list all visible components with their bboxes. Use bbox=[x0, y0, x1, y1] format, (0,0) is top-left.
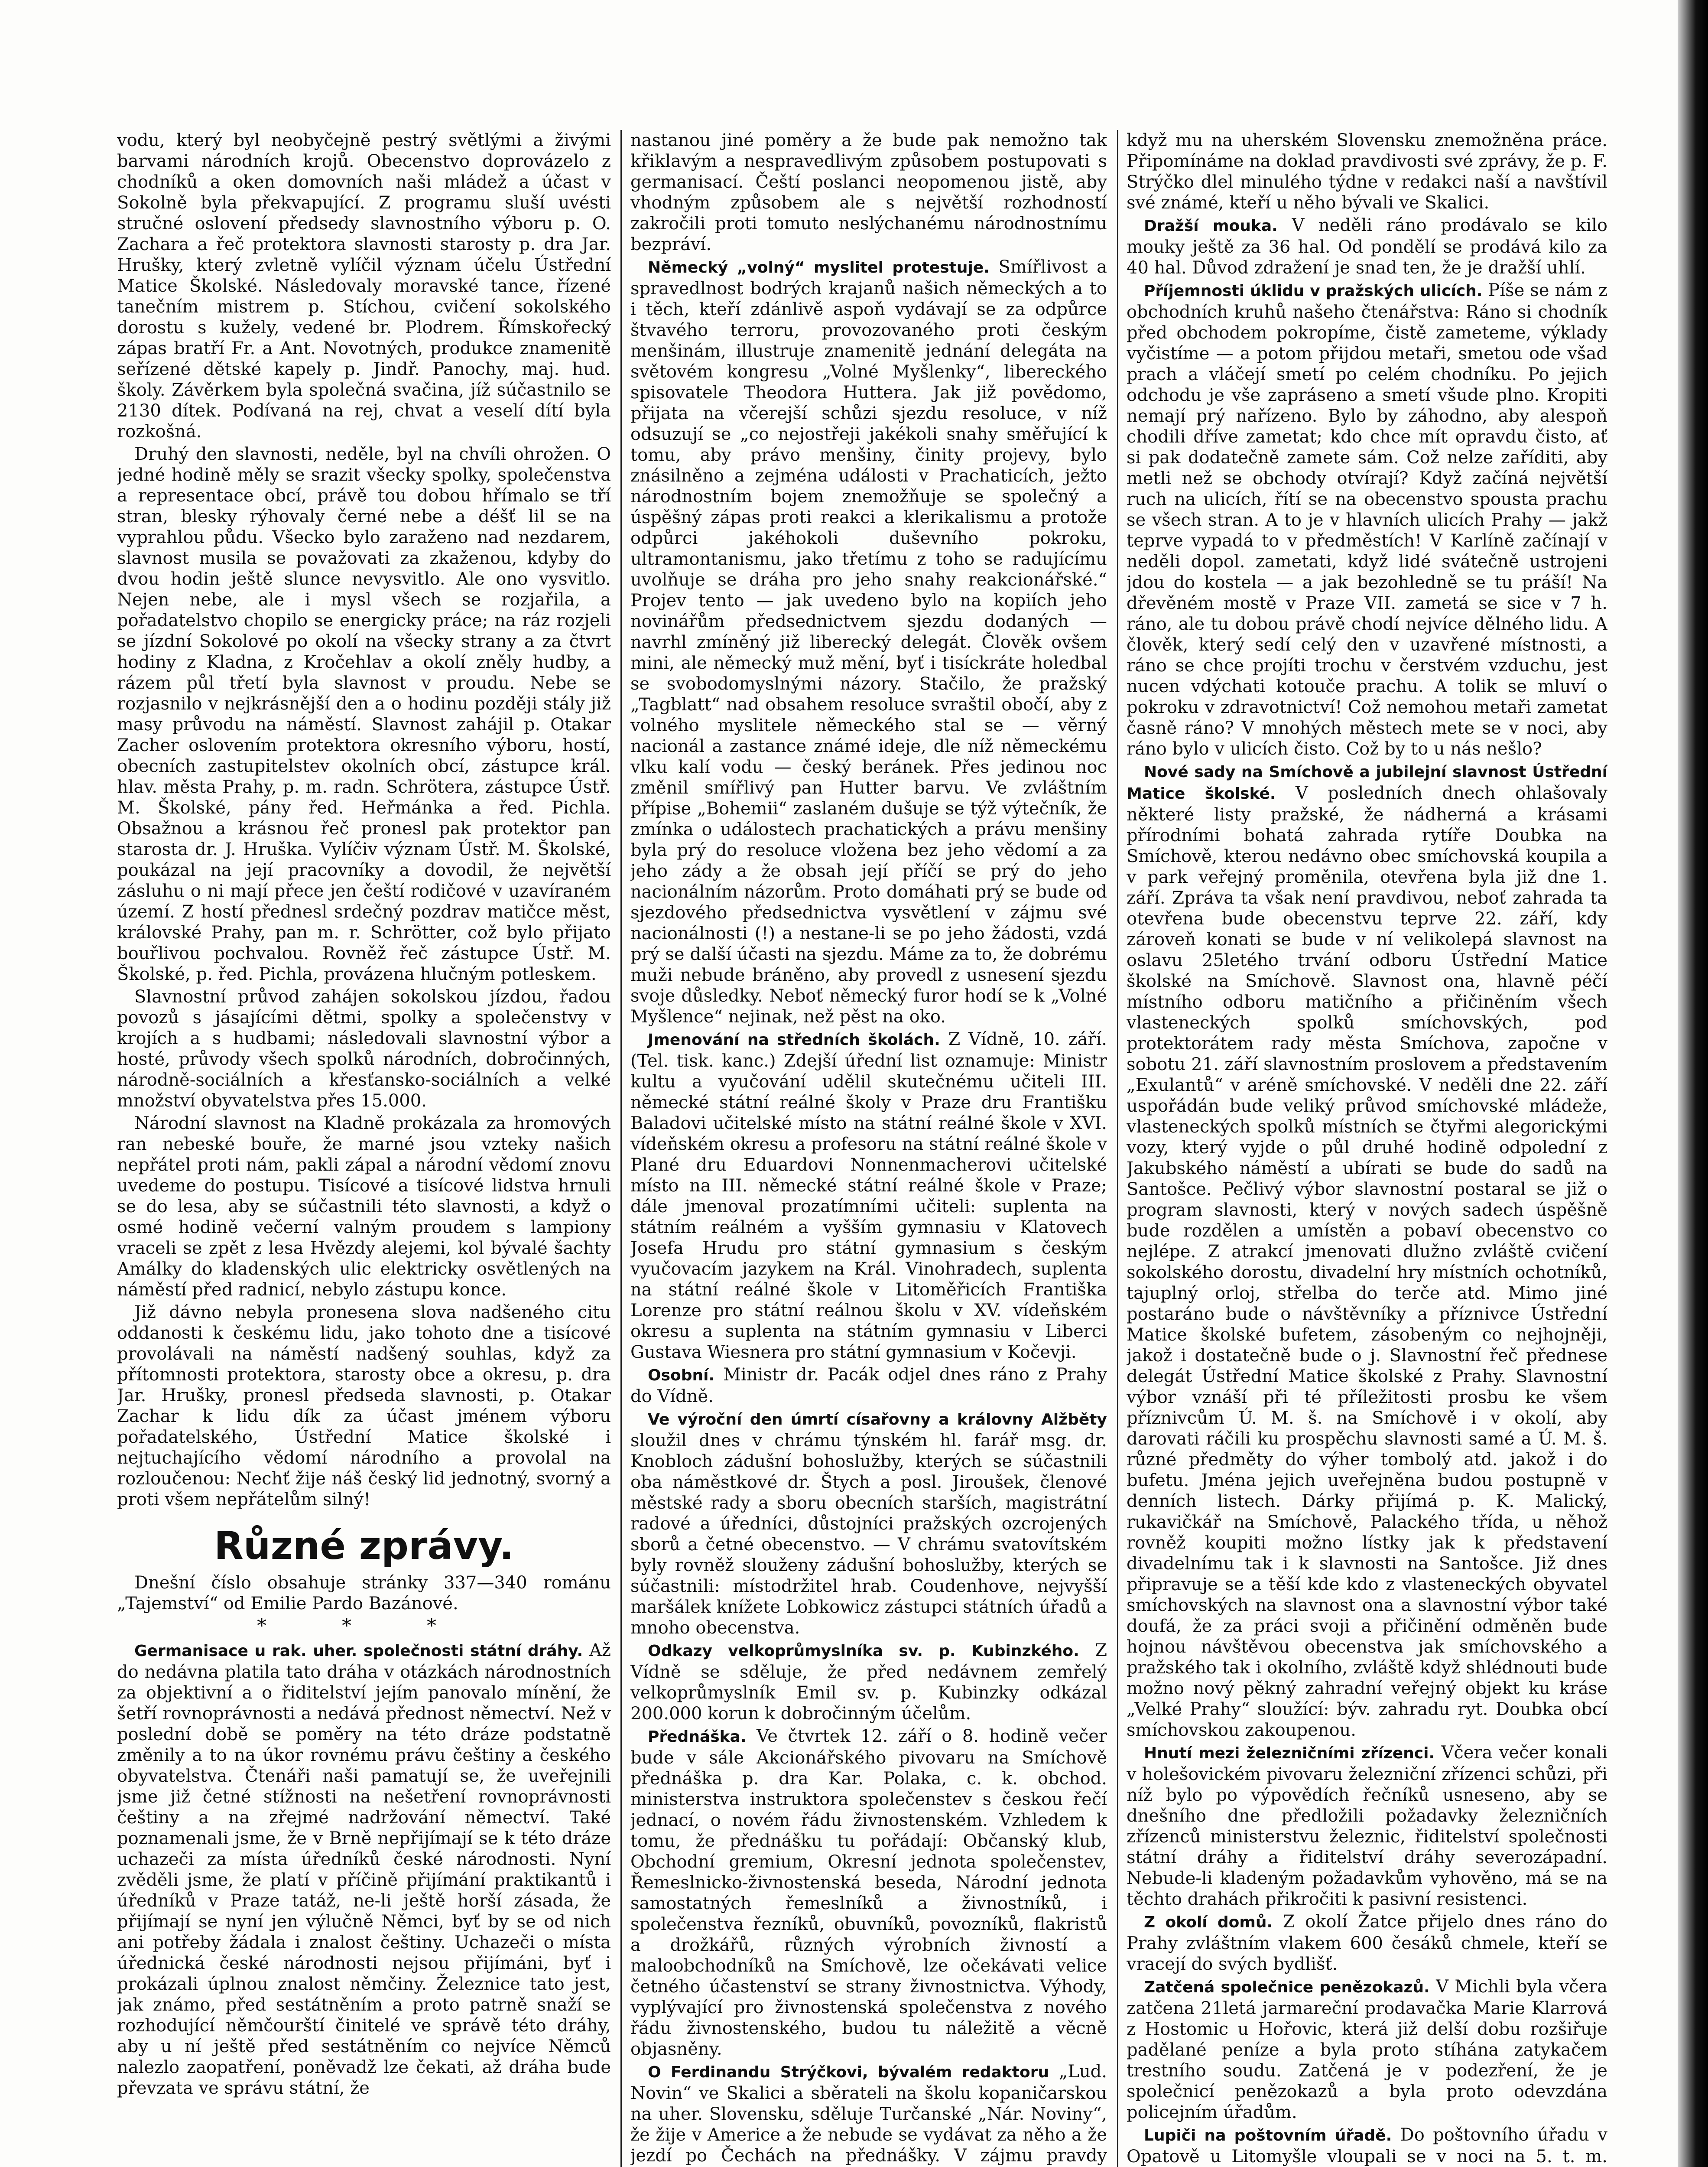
news-item-heading: Německý „volný“ myslitel protestuje. bbox=[648, 259, 990, 277]
news-item bbox=[1127, 1911, 1607, 1975]
news-item-heading: Příjemnosti úklidu v pražských ulicích. bbox=[1144, 282, 1483, 300]
news-item-text: Ve čtvrtek 12. září o 8. hodině večer bude v sále Akcionářského pivovaru na Smíchově přednáška p. dra Kar. Polaka, c. k. obchod. ministerstva instruktora společenstev s českou řečí jednací, o novém řádu živnostenském. Vzhledem k tomu, že přednášku tu pořádají: Občanský klub, Obchodní gremium, Okresní jednota společenstev, Řemeslnicko-živnostenská beseda, Národní jednota samostatných řemeslníků a živnostníků, i společenstva řezníků, obuvníků, povozníků, flakristů a drožkářů, různých výrobních živností a maloobchodníků na Smíchově, lze očekávati velice četného účastenství se strany živnostnictva. Výhody, vyplývající pro živnostenská společenstva z nového řádu živnostenského, budou tu náležitě a věcně objasněny. bbox=[630, 1726, 1107, 2059]
news-item-text: Z Vídně se sděluje, že před nedávnem zemřelý velkoprůmyslník Emil sv. p. Kubinzky odkázal 200.000 korun k dobročinným účelům. bbox=[630, 1640, 1107, 1724]
news-item-heading: Hnutí mezi železničními zřízenci. bbox=[1144, 1744, 1435, 1762]
article-paragraph: Národní slavnost na Kladně prokázala za hromových ran nebeské bouře, že marné jsou vztekу našich nepřátel proti nám, pakli zápal a národní vědomí znovu uvedeme do postupu. Tisícové a tisícové lidstva hrnuli se do lesa, aby se súčastnili této slavnosti, a když o osmé hodině večerní valným proudem s lampiony vraceli se zpět z lesa Hvězdy alejemi, kol bývalé šachty Amálky do kladenských ulic elektricky osvětlených na náměstí před radnicí, nebylo zástupu konce. bbox=[117, 1113, 611, 1300]
news-item-heading: Z okolí domů. bbox=[1144, 1913, 1273, 1931]
news-item-heading: Přednáška. bbox=[648, 1728, 747, 1746]
news-item-text: Píše se nám z obchodních kruhů našeho čtenářstva: Ráno si chodník před obchodem pokropíme, čistě zameteme, výklady vyčistíme — a potom přijdou metaři, smetou ode všad prach a vláčejí smetí po celém chodníku. Po jejich odchodu je vše zapráseno a smetí všude plno. Kropiti nemají prý nařízeno. Bylo by záhodno, aby alespoň chodili dříve zametat; kdo chce mít opravdu čisto, ať si pak dodatečně zamete sám. Což nelze zaříditi, aby metli než se obchody otvírají? Když začíná největší ruch na ulicích, řítí se na obecenstvo spousta prachu se všech stran. A to je v hlavních ulicích Prahy — jakž teprve vypadá to v předměstích! V Karlíně začínají v neděli dopol. zametati, když lidé svátečně ustrojeni jdou do kostela — a jak bezohledně se tu práší! Na dřevěném mostě v Praze VII. zametá se sice v 7 h. ráno, ale tu dobou právě chodí nejvíce dělného lidu. A člověk, který sedí celý den v uzavřené místnosti, a ráno se chce projíti trochu v čerstvém vzduchu, jest nucen vdýchati kotouče prachu. A tolik se mluví o pokroku v zdravotnictví! Což nemohou metaři zametat časně ráno? V mnohých městech mete se v noci, aby ráno bylo v ulicích čisto. Což by to u nás nešlo? bbox=[1127, 280, 1607, 759]
news-item-text: V posledních dnech ohlašovaly některé listy pražské, že nádherná a krásami přírodními bohatá zahrada rytíře Doubka na Smíchově, kterou nedávno obec smíchovská koupila a v park veřejný proměnila, otevřena byla již dne 1. září. Zpráva ta však není pravdivou, neboť zahrada ta otevřena bude obecenstvu teprve 22. září, kdy zároveň konati se bude v ní velikolepá slavnost na oslavu 25letého trvání odboru Ústřední Matice školské na Smíchově. Slavnost ona, hlavně péčí místního odboru matičního a přičiněním všech vlasteneckých spolků smíchovských, pod protektorátem rady města Smíchova, započne v sobotu 21. září slavnostním proslovem a představením „Exulantů“ v aréně smíchovské. V neděli dne 22. září uspořádán bude veliký průvod smíchovské mládeže, vlasteneckých spolků místních se čtyřmi alegorickými vozy, který vyjde o půl druhé hodině odpolední z Jakubského náměstí a ubírati se bude do sadů na Santošce. Pečlivý výbor slavnostní postaral se již o program slavnosti, který v nových sadech úspěšně bude rozdělen a umístěn a pobaví obecenstvo co nejlépe. Z atrakcí jmenovati dlužno zvláště cvičení sokolského dorostu, divadelní hry místních ochotníků, tajuplný orloj, střelba do terče atd. Mimo jiné postaráno bude o návštěvníky a příznivce Ústřední Matice školské bufetem, zásobeným co nejhojněji, jakož i dostatečně bude o j. Slavnostní řeč přednese delegát Ústřední Matice školské z Prahy. Slavnostní výbor vznáší při té příležitosti prosbu ke všem příznivcům Ú. M. š. na Smíchově i v okolí, aby darovati ráčili ku prospěchu slavnosti samé a Ú. M. š. různé předměty do výher tombolý atd. jakož i do bufetu. Jména jejich uveřejněna budou postupně v denních listech. Dárky přijímá p. K. Malický, rukavičkář na Smíchově, Palackého třída, u něhož rovněž koupiti možno lístky jak k představení divadelnímu tak i k slavnosti na Santošce. Již dnes připravuje se a těší kde kdo z vlasteneckých obyvatel smíchovských na slavnost ona a slavnostní výbor také doufá, že za práci svoji a přičinění odměněn bude hojnou návštěvou obecenstva jak smíchovského a pražského tak i okolního, zvláště když shlédnouti bude možno nový pěkný zahradní veřejný objekt ku kráse „Velké Prahy“ sloužící: býv. zahradu ryt. Doubka obcí smíchovskou zakoupenou. bbox=[1127, 783, 1607, 1740]
news-item-heading: Ve výroční den úmrtí císařovny a královny Alžběty bbox=[648, 1411, 1107, 1428]
news-item bbox=[1127, 215, 1607, 278]
news-item-heading: Germanisace u rak. uher. společnosti státní dráhy. bbox=[134, 1642, 583, 1660]
column-3 bbox=[1127, 130, 1607, 2167]
column-rule bbox=[1117, 130, 1118, 2167]
news-item-text: Včera večer konali v holešovickém pivovaru železniční zřízenci schůzi, při níž bylo po výpovědích řečníků usneseno, aby se dnešního dne předložili požadavky železničních zřízenců ministerstvu železnic, řiditelství společnosti státní dráhy a řiditelství dráhy severozápadní. Nebude-li kladeným požadavkům vyhověno, má se na těchto drahách přikročiti k pasivní resistenci. bbox=[1127, 1743, 1607, 1909]
news-item-heading: Nové sady na Smíchově a jubilejní slavnost Ústřední Matice školské. bbox=[1127, 763, 1607, 803]
news-item bbox=[117, 1640, 611, 2099]
article-paragraph: Druhý den slavnosti, neděle, byl na chvíli ohrožen. O jedné hodině měly se srazit všecky spolky, společenstva a representace obcí, právě tou dobou hřímalo se tří stran, blesky rýhovaly černé nebe a déšť lil se na vyprahlou půdu. Všecko bylo zaraženo nad nezdarem, slavnost musila se považovati za zkaženou, kdyby do dvou hodin ještě slunce nevysvitlo. Ale ono vysvitlo. Nejen nebe, ale i mysl všech se rozjařila, a pořadatelstvo chopilo se energicky práce; na ráz rozjeli se jízdní Sokolové po okolí na všecky strany a za čtvrt hodiny z Kladna, z Kročehlav a okolí zněly hudby, a rázem půl třetí byla slavnost v proudu. Nebe se rozjasnilo v nejkrásnější den a o hodinu později stály již masy průvodu na náměstí. Slavnost zahájil p. Otakar Zacher oslovením protektora okresního výboru, hostí, obecních zastupitelstev okolních obcí, zástupce král. hlav. města Prahy, p. m. radn. Schrötera, zástupce Ústř. M. Školské, pány řed. Heřmánka a řed. Pichla. Obsažnou a krásnou řeč pronesl pak protektor pan starosta dr. J. Hruška. Vylíčiv význam Ústř. M. Školské, poukázal na její pracovníky a dovodil, že největší zásluhu o ni mají přece jen čeští rodičové v uzavíraném území. Z hostí přednesl srdečný pozdrav matičce měst, královské Prahy, pan m. r. Schrötter, což bylo přijato bouřlivou pochvalou. Rovněž řeč zástupce Ústř. M. Školské, p. řed. Pichla, provázena hlučným potleskem. bbox=[117, 444, 611, 984]
separator-stars: * * * bbox=[257, 1615, 471, 1637]
article-paragraph: Již dávno nebyla pronesena slova nadšeného citu oddanosti k českému lidu, jako tohoto dne a tisícové provolávali na náměstí nadšený souhlas, když za přítomnosti protektora, starosty obce a okresu, p. dra Jar. Hrušky, pronesl předseda slavnosti, p. Otakar Zachar k lidu dík za účast jménem výboru pořadatelského, Ústřední Matice školské i nejtuchajícího vědomí národního a provolal na rozloučenou: Nechť žije náš český lid jednotný, svorný a proti všem nepřátelům silný! bbox=[117, 1302, 611, 1510]
article-paragraph: nastanou jiné poměry a že bude pak nemožno tak křiklavým a nespravedlivým způsobem postupovati s germanisací. Čeští poslanci neopomenou jistě, aby vhodným způsobem ale s největší rozhodností zakročili proti tomuto neslýchanému národnostnímu bezpráví. bbox=[630, 130, 1107, 254]
news-item bbox=[630, 1029, 1107, 1363]
news-item-text: V Michli byla včera zatčena 21letá jarmareční prodavačka Marie Klarrová z Hostomic u Hořovic, která již delší dobu rozšiřuje padělané peníze a byla proto stíhána zatykačem trestního soudu. Zatčená je v podezření, že je společnicí penězokazů a byla proto odevzdána policejním úřadům. bbox=[1127, 1977, 1607, 2122]
news-item-text: sloužil dnes v chrámu týnském hl. farář msg. dr. Knobloch zádušní bohoslužby, kterých se súčastnili oba náměstkové dr. Štych a posl. Jiroušek, členové městské rady a sboru obecních starších, magistrátní radové a úředníci, důstojníci pražských ozcrojených sborů a četné obecenstvo. — V chrámu svatovítském byly rovněž slouženy zádušní bohoslužby, kterých se súčastnili: místodržitel hrab. Coudenhove, nejvyšší maršálek knížete Lobkowicz zástupci státních úřadů a mnoho obecenstva. bbox=[630, 1431, 1107, 1638]
article-paragraph: Slavnostní průvod zahájen sokolskou jízdou, řadou povozů s jásajícími dětmi, spolky a společenstvy v krojích a s hudbami; následovali slavnostní výbor a hosté, průvody všech spolků národních, dobročinných, národně-sociálních a křesťansko-sociálních a velké množství obyvatelstva přes 15.000. bbox=[117, 987, 611, 1111]
news-item-heading: Zatčená společnice penězokazů. bbox=[1144, 1978, 1430, 1996]
news-item-text: Do poštovního úřadu v Opatově u Litomyšle vloupali se v noci na 5. t. m. bbox=[1127, 2125, 1607, 2167]
news-item bbox=[630, 257, 1107, 1027]
news-item bbox=[630, 1409, 1107, 1638]
news-item-text: Ministr dr. Pacák odjel dnes ráno z Prahy do Vídně. bbox=[630, 1365, 1107, 1406]
news-item-text: Z okolí Žatce přijelo dnes ráno do Prahy zvláštním vlakem 600 česáků chmele, kteří se vracejí do svých bydlišť. bbox=[1127, 1912, 1607, 1974]
article-paragraph: když mu na uherském Slovensku znemožněna práce. Připomínáme na doklad pravdivosti své zprávy, že p. F. Strýčko dlel minulého týdne v redakci naší a navštívil své známé, kteří u něho bývali ve Skalici. bbox=[1127, 130, 1607, 213]
news-item-text: Až do nedávna platila tato dráha v otázkách národnostních za objektivní a o řiditelství jejím panovalo mínění, že šetří rovnoprávnosti a nedává přednost němectví. Než v poslední době se poměry na této dráze podstatně změnily a to na úkor rovnému právu češtiny a českého obyvatelstva. Čtenáři naši pamatují se, že uveřejnili jsme již četné stížnosti na nešetření rovnoprávnosti češtiny a na zřejmé nadržování němectví. Také poznamenali jsme, že v Brně nepřijímají se k této dráze uchazeči za místa úředníků české národnosti. Nyní zvěděli jsme, že platí v příčině přijímání praktikantů i úředníků v Praze tatáž, ne-li ještě horší zásada, že přijímají se nyní jen výlučně Němci, byť by se od nich ani potřeby žádala i znalost češtiny. Uchazeči o místa úřednická české národnosti nejsou přijímáni, byť i prokázali úplnou znalost němčiny. Železnice tato jest, jak známo, před sestátněním a proto patrně snaží se rozhodující němčourští činitelé ve správě této dráhy, aby u ní ještě před sestátněním co nejvíce Němců nalezlo zaopatření, poněvadž lze čekati, až dráha bude převzata ve správu státní, že bbox=[117, 1640, 611, 2098]
news-item-text: „Lud. Novin“ ve Skalici a sběrateli na školu kopaničarskou na uher. Slovensku, sděluje Turčanské „Nár. Noviny“, že žije v Americe a že nebude se vydávat za něho a že jezdí po Čechách na přednášky. V zájmu pravdy bbox=[630, 2062, 1107, 2166]
section-title: Různé zprávy. bbox=[214, 1523, 514, 1568]
news-item bbox=[630, 1726, 1107, 2060]
news-item-heading: Lupiči na poštovním úřadě. bbox=[1144, 2127, 1392, 2144]
intro-note: Dnešní číslo obsahuje stránky 337—340 románu „Tajemství“ od Emilie Pardo Bazánové. bbox=[117, 1573, 611, 1614]
news-item bbox=[630, 1364, 1107, 1407]
news-item bbox=[630, 2061, 1107, 2167]
news-item-heading: Jmenování na středních školách. bbox=[648, 1031, 940, 1049]
news-item-text: V neděli ráno prodávalo se kilo mouky ještě za 36 hal. Od pondělí se prodává kilo za 40 hal. Důvod zdražení je snad ten, že je dražší uhlí. bbox=[1127, 215, 1607, 278]
news-item-heading: Osobní. bbox=[648, 1367, 715, 1384]
news-item bbox=[1127, 280, 1607, 759]
column-2 bbox=[630, 130, 1107, 2167]
news-item-text: Z Vídně, 10. září. (Tel. tisk. kanc.) Zdejší úřední list oznamuje: Ministr kultu a vyučování udělil skutečnému učiteli III. německé státní reálné školy v Praze dru Františku Baladovi učitelské místo na státní reálné škole v XVI. vídeňském okresu a profesoru na státní reálné škole v Plané dru Eduardovi Nonnenmacherovi učitelské místo na III. německé státní reálné škole v Praze; dále jmenoval prozatímními učiteli: suplenta na státním reálném a vyšším gymnasiu v Klatovech Josefa Hrudu pro státní gymnasium s českým vyučovacím jazykem na Král. Vinohradech, suplenta na státní reálné škole v Litoměřicích Františka Lorenze pro státní reálnou školu v XV. vídeňském okresu a suplenta na státním gymnasiu v Liberci Gustava Wiesnera pro státní gymnasium v Kočevji. bbox=[630, 1029, 1107, 1362]
news-item bbox=[1127, 2125, 1607, 2167]
news-item bbox=[1127, 1742, 1607, 1910]
news-item-heading: Dražší mouka. bbox=[1144, 217, 1278, 235]
news-item bbox=[1127, 1976, 1607, 2123]
scan-edge-shadow bbox=[1678, 0, 1708, 2167]
column-1 bbox=[117, 130, 611, 2167]
news-item bbox=[1127, 761, 1607, 1741]
article-paragraph: vodu, který byl neobyčejně pestrý světlými a živými barvami národních krojů. Obecenstvo doprovázelo z chodníků a oken domovních naši mládež a účast v Sokolně byla překvapující. Z programu sluší uvésti stručné oslovení předsedy slavnostního výboru p. O. Zachara a řeč protektora slavnosti starosty p. dra Jar. Hrušky, který zvletně vylíčil význam účelu Ústřední Matice Školské. Následovaly moravské tance, řízené tanečním mistrem p. Stíchou, cvičení sokolského dorostu s kužely, vedené br. Plodrem. Římskořecký zápas bratří Fr. a Ant. Novotných, produkce znamenitě seřízené dětské kapely p. Jindř. Panochy, maj. hud. školy. Závěrkem byla společná svačina, jíž súčastnilo se 2130 dítek. Podívaná na rej, chvat a veselí dítí byla rozkošná. bbox=[117, 130, 611, 442]
news-item-text: Smířlivost a spravedlnost bodrých krajanů našich německých a to i těch, kteří zdánlivě aspoň vydávají se za odpůrce štvavého terroru, provozovaného proti českým menšinám, illustruje znamenitě jednání delegáta na světovém kongresu „Volné Myšlenky“, libereckého spisovatele Theodora Huttera. Jak již povědomo, přijata na včerejší schůzi sjezdu resoluce, v níž odsuzují se „co nejostřeji jakékoli snahy směřující k tomu, aby právo menšiny, činity projevy, bylo znásilněno a zejména události v Prachaticích, ježto národnostním bojem znemožňuje se společný a úspěšný zápas proti reakci a klerikalismu a protože odpůrci jakéhokoli duševního pokroku, ultramontanismu, jako třetímu z toho se radujícímu uvolňuje se dráha pro jeho snahy reakcionářské.“ Projev tento — jak uvedeno bylo na kopiích jeho novinářům předsednictvem sjezdu dodaných — navrhl zmíněný již liberecký delegát. Člověk ovšem mini, ale německý muž mění, byť i tisíckráte holedbal se svobodomyslnými názory. Stačilo, že pražský „Tagblatt“ nad obsahem resoluce svraštil obočí, aby z volného myslitele německého stal se — věrný nacionál a zastance známé ideje, dle níž německému vlku kalí vodu — český beránek. Přes jedinou noc změnil smířlivý pan Hutter barvu. Ve zvláštním přípise „Bohemii“ zaslaném dušuje se týž výtečník, že zmínka o událostech prachatických a právu menšiny byla prý do resoluce vložena bez jeho vědomí a za jeho zády a že obsah její příčí se prý do jeho nacionálním názorům. Proto domáhati prý se bude od sjezdového předsednictva vysvětlení v zájmu své nacionálnosti (!) a nestane-li se po jeho žádosti, vzdá prý se další účasti na sjezdu. Máme za to, že dobrému muži nebude bráněno, aby provedl z usnesení sjezdu svoje důsledky. Neboť německý furor hodí se k „Volné Myšlence“ nejinak, než pěst na oko. bbox=[630, 257, 1107, 1027]
news-item-heading: O Ferdinandu Strýčkovi, bývalém redaktoru bbox=[648, 2063, 1049, 2081]
news-item-heading: Odkazy velkoprůmyslníka sv. p. Kubinzkého. bbox=[648, 1642, 1079, 1660]
column-rule bbox=[620, 130, 622, 2167]
news-item bbox=[630, 1640, 1107, 1724]
